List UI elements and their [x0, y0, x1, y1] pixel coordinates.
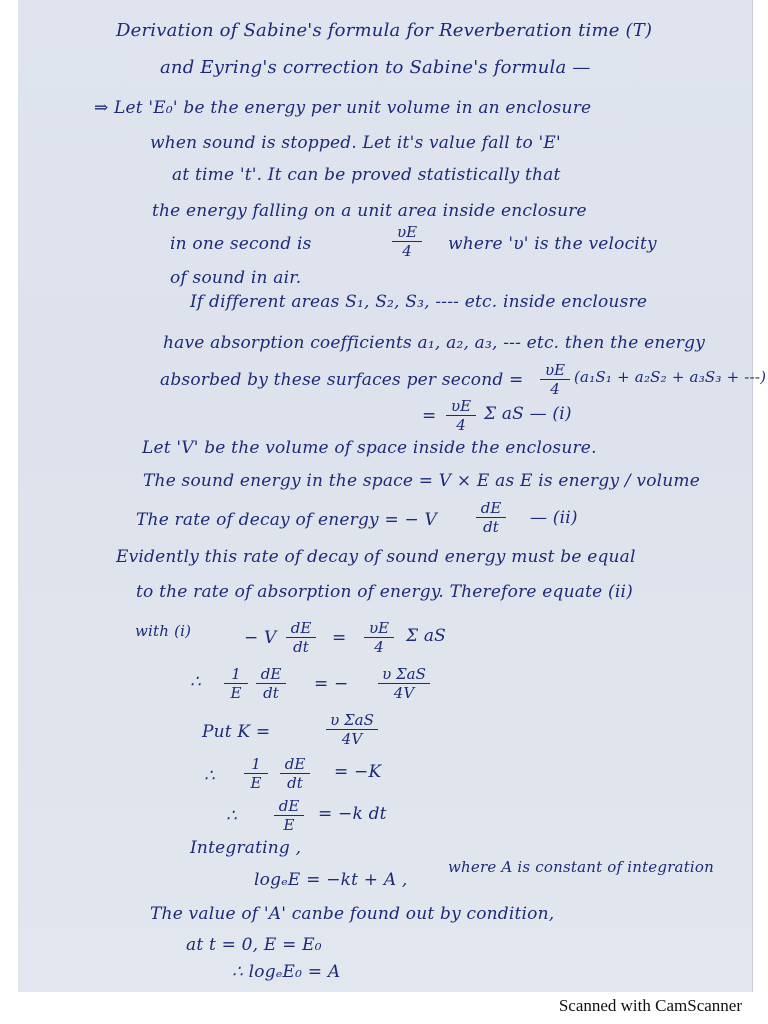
equation-term: = −K	[334, 762, 382, 782]
text-line: The sound energy in the space = V × E as E is energy / volume	[143, 471, 700, 491]
fraction-dE-over-dt: dE dt	[256, 666, 286, 701]
text-line: absorbed by these surfaces per second =	[160, 370, 524, 390]
text-line: where 'υ' is the velocity	[448, 234, 657, 254]
fraction-vE-over-4: υE 4	[540, 362, 570, 397]
equation-term: Σ aS	[406, 626, 447, 646]
text-line: If different areas S₁, S₂, S₃, ---- etc. inside enclousre	[190, 292, 648, 312]
text-line: ⇒ Let 'E₀' be the energy per unit volume in an enclosure	[94, 98, 592, 118]
text-line: Integrating ,	[190, 838, 302, 858]
equation-term: = −k dt	[318, 804, 387, 824]
text-line: with (i)	[135, 622, 192, 640]
title-line-2: and Eyring's correction to Sabine's formula —	[160, 57, 591, 78]
fraction-dE-over-dt: dE dt	[280, 756, 310, 791]
text-line: (a₁S₁ + a₂S₂ + a₃S₃ + ---)	[574, 368, 767, 386]
fraction-dE-over-dt: dE dt	[476, 500, 506, 535]
equation-term: logₑE = −kt + A ,	[254, 870, 408, 890]
text-line: have absorption coefficients a₁, a₂, a₃, --- etc. then the energy	[163, 333, 706, 353]
fraction-dE-over-E: dE E	[274, 798, 304, 833]
therefore-symbol: ∴	[204, 766, 216, 786]
text-line: the energy falling on a unit area inside enclosure	[152, 201, 587, 221]
therefore-symbol: ∴	[226, 806, 238, 826]
equation-term: =	[332, 628, 347, 648]
text-line: The rate of decay of energy = − V	[136, 510, 438, 530]
text-line: at t = 0, E = E₀	[186, 935, 322, 955]
title-line-1: Derivation of Sabine's formula for Reverberation time (T)	[116, 20, 653, 41]
fraction-1-over-E: 1 E	[224, 666, 248, 701]
therefore-symbol: ∴	[190, 672, 202, 692]
equation-ii: — (ii)	[530, 508, 578, 528]
equation-i: Σ aS — (i)	[484, 404, 572, 424]
fraction-vSaS-over-4V: υ ΣaS 4V	[326, 712, 378, 747]
fraction-dE-over-dt: dE dt	[286, 620, 316, 655]
fraction-vE-over-4: υE 4	[364, 620, 394, 655]
fraction-vE-over-4: υE 4	[392, 224, 422, 259]
text-line: when sound is stopped. Let it's value fall to 'E'	[150, 133, 561, 153]
text-line: Evidently this rate of decay of sound energy must be equal	[116, 547, 636, 567]
equation-term: = −	[314, 674, 349, 694]
equation-term: − V	[244, 628, 277, 648]
fraction-vE-over-4: υE 4	[446, 398, 476, 433]
text-line: where A is constant of integration	[448, 858, 715, 876]
text-line: in one second is	[170, 234, 312, 254]
text-line: =	[422, 406, 437, 426]
text-line: The value of 'A' canbe found out by condition,	[150, 904, 555, 924]
scanner-watermark: Scanned with CamScanner	[558, 996, 742, 1015]
text-line: of sound in air.	[170, 268, 302, 288]
text-line: ∴ logₑE₀ = A	[232, 962, 341, 982]
fraction-1-over-E: 1 E	[244, 756, 268, 791]
fraction-vSaS-over-4V: υ ΣaS 4V	[378, 666, 430, 701]
equation-term: Put K =	[202, 722, 271, 742]
text-line: to the rate of absorption of energy. Therefore equate (ii)	[136, 582, 633, 602]
text-line: Let 'V' be the volume of space inside the enclosure.	[142, 438, 597, 458]
text-line: at time 't'. It can be proved statistically that	[172, 165, 561, 185]
